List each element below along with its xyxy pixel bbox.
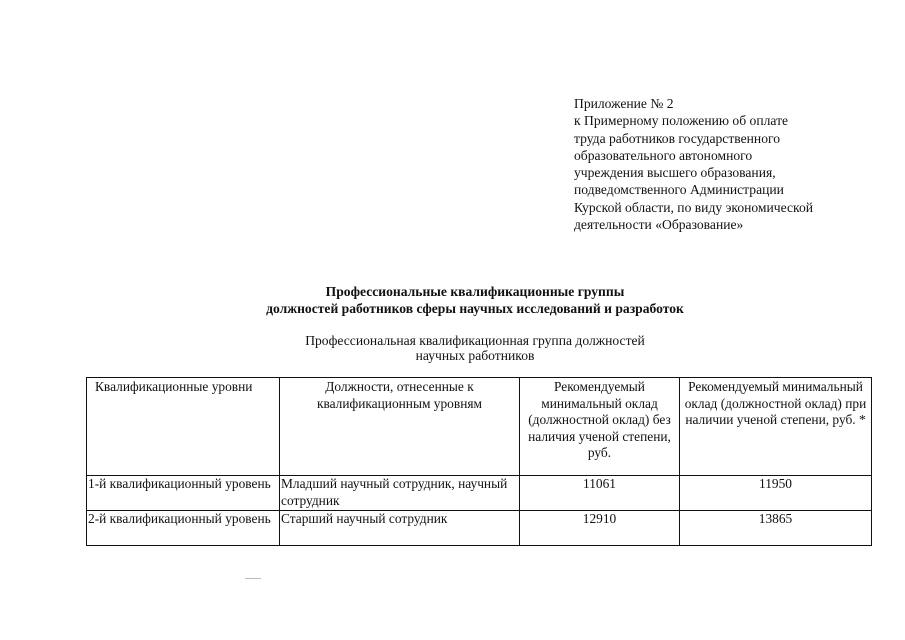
- appendix-line: Курской области, по виду экономической: [574, 199, 814, 215]
- subtitle-line: научных работников: [415, 348, 535, 363]
- table-row: [87, 476, 872, 511]
- appendix-line: к Примерному положению об оплате: [574, 113, 789, 129]
- cell-salary-without-degree: 11061: [520, 476, 680, 511]
- header-qualification-levels: Квалификационные уровни: [87, 378, 280, 476]
- header-salary-without-degree: Рекомендуемый минимальный оклад (должностной оклад) без наличия ученой степени, руб.: [520, 378, 680, 476]
- header-positions: Должности, отнесенные к квалификационным уровням: [280, 378, 520, 476]
- cell-salary-with-degree: 11950: [680, 476, 872, 511]
- document-title: [180, 283, 770, 317]
- appendix-line: образовательного автономного: [574, 147, 753, 163]
- table-row: [87, 511, 872, 546]
- group-subtitle: [190, 333, 760, 363]
- table-header-row: [87, 378, 872, 476]
- salary-table: [86, 377, 872, 546]
- header-salary-with-degree: Рекомендуемый минимальный оклад (должностной оклад) при наличии ученой степени, руб. *: [680, 378, 872, 476]
- cell-positions: Младший научный сотрудник, научный сотрудник: [280, 476, 520, 511]
- appendix-line: учреждения высшего образования,: [574, 165, 776, 181]
- cell-salary-without-degree: 12910: [520, 511, 680, 546]
- scan-artifact: [245, 578, 261, 579]
- appendix-line: подведомственного Администрации: [574, 182, 784, 198]
- appendix-block: [574, 95, 894, 233]
- cell-level: 1-й квалификационный уровень: [87, 476, 280, 511]
- appendix-line: деятельности «Образование»: [574, 217, 744, 233]
- cell-positions: Старший научный сотрудник: [280, 511, 520, 546]
- cell-level: 2-й квалификационный уровень: [87, 511, 280, 546]
- appendix-line: Приложение № 2: [574, 96, 674, 111]
- subtitle-line: Профессиональная квалификационная группа должностей: [305, 333, 645, 348]
- cell-salary-with-degree: 13865: [680, 511, 872, 546]
- title-line: Профессиональные квалификационные группы: [325, 284, 625, 299]
- appendix-line: труда работников государственного: [574, 130, 781, 146]
- title-line: должностей работников сферы научных исследований и разработок: [266, 301, 684, 316]
